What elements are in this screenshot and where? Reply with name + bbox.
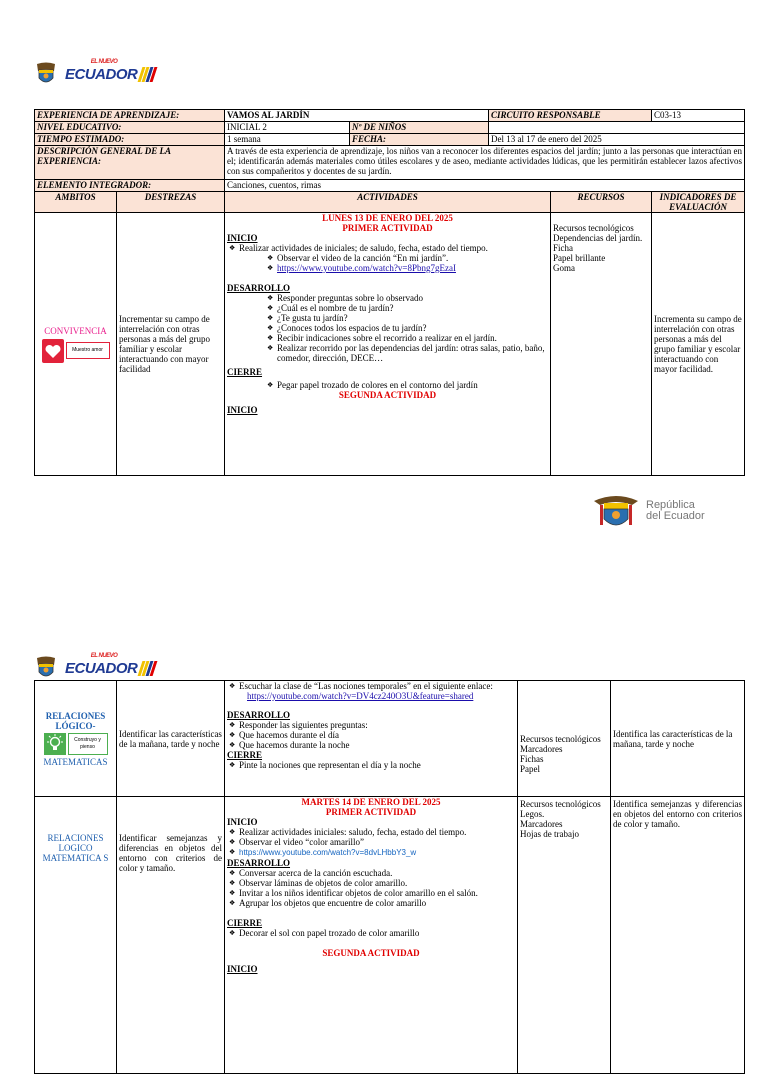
list-item: ❖ Que hacemos durante la noche [227, 740, 515, 750]
first-activity: PRIMER ACTIVIDAD [325, 807, 417, 817]
recurso-item: Marcadores [520, 819, 563, 829]
coat-of-arms-icon [592, 493, 640, 529]
recurso-item: Recursos tecnológicos [520, 733, 601, 744]
col-ambitos: AMBITOS [35, 192, 117, 213]
list-item: ❖ Conversar acerca de la canción escuchada. [227, 868, 515, 878]
coat-of-arms-icon [33, 656, 59, 680]
circuito-value: C03-13 [652, 110, 745, 122]
ninos-label: Nº DE NIÑOS [350, 122, 489, 134]
ambito-cell [35, 681, 117, 797]
recursos-cell [551, 213, 652, 476]
list-item: ❖ Pegar papel trozado de colores en el contorno del jardín [227, 380, 548, 390]
cierre-heading: CIERRE [227, 750, 263, 760]
col-indicadores: INDICADORES DE EVALUACIÓN [652, 192, 745, 213]
list-item: ❖ Realizar actividades iniciales: saludo, fecha, estado del tiempo. [227, 827, 515, 837]
plan-table-page1 [34, 109, 745, 476]
desarrollo-heading: DESARROLLO [227, 858, 291, 868]
recurso-item: Legos. [520, 809, 545, 819]
day-title: LUNES 13 DE ENERO DEL 2025 [322, 213, 453, 223]
indicador-cell: Incrementa su campo de interrelación con otras personas a más del grupo familiar y escolar interactuando con mayor facilidad. [652, 213, 745, 476]
list-item: ❖ Responder preguntas sobre lo observado [227, 293, 548, 303]
flag-stripes-icon [140, 661, 156, 676]
destreza-cell: Incrementar su campo de interrelación con otras personas a más del grupo familiar y escolar interactuando con mayor facilidad [117, 213, 225, 476]
list-item: ❖ Observar el video “color amarillo” [227, 837, 515, 847]
list-item: ❖ Invitar a los niños identificar objetos de color amarillo en el salón. [227, 888, 515, 898]
badge-label: Construyo y pienso [68, 733, 108, 755]
elemento-value: Canciones, cuentos, rimas [225, 180, 745, 192]
desarrollo-heading: DESARROLLO [227, 283, 291, 293]
recurso-item: Ficha [553, 243, 574, 253]
cierre-list [227, 760, 515, 770]
cierre-list [227, 380, 548, 390]
day-title: MARTES 14 DE ENERO DEL 2025 [301, 797, 441, 807]
col-recursos: RECURSOS [551, 192, 652, 213]
cierre-heading: CIERRE [227, 918, 263, 928]
recurso-item: Fichas [520, 753, 544, 764]
cierre-heading: CIERRE [227, 367, 263, 377]
list-item: ❖ ¿Te gusta tu jardín? [227, 313, 548, 323]
recurso-item: Goma [553, 263, 576, 273]
fecha-label: FECHA: [350, 134, 489, 146]
recursos-cell [518, 681, 611, 797]
logo-name: ECUADOR [65, 65, 138, 83]
desarrollo-list [227, 720, 515, 750]
list-item: ❖ Escuchar la clase de “Las nociones temporales” en el siguiente enlace: [227, 681, 515, 691]
elemento-label: ELEMENTO INTEGRADOR: [35, 180, 225, 192]
list-item: ❖ Pinte la nociones que representan el día y la noche [227, 760, 515, 770]
actividades-cell [225, 797, 518, 1074]
recursos-cell [518, 797, 611, 1074]
logo-small-text: EL NUEVO [90, 652, 118, 659]
tiempo-label: TIEMPO ESTIMADO: [35, 134, 225, 146]
list-item: ❖ Que hacemos durante el día [227, 730, 515, 740]
intro-list [227, 681, 515, 691]
descripcion-label: DESCRIPCIÓN GENERAL DE LA EXPERIENCIA: [35, 146, 225, 180]
recurso-item: Recursos tecnológicos [520, 799, 601, 809]
desarrollo-list [227, 293, 548, 363]
desarrollo-heading: DESARROLLO [227, 710, 291, 720]
list-item: ❖ ¿Cuál es el nombre de tu jardín? [227, 303, 548, 313]
flag-stripes-icon [140, 67, 156, 82]
lightbulb-icon [44, 733, 66, 755]
experiencia-value: VAMOS AL JARDÍN [225, 110, 489, 122]
list-item: ❖ Observar el video de la canción “En mi jardín”. [227, 253, 548, 263]
nivel-label: NIVEL EDUCATIVO: [35, 122, 225, 134]
indicador-cell: Identifica semejanzas y diferencias en objetos del entorno con criterios de color y tamaño. [611, 797, 745, 1074]
republica-line1: República [646, 499, 695, 511]
list-item: ❖ Recibir indicaciones sobre el recorrido a realizar en el jardín. [227, 333, 548, 343]
inicio-heading: INICIO [227, 817, 258, 827]
inicio-list [227, 243, 548, 273]
ambito-badge [37, 733, 114, 755]
experiencia-label: EXPERIENCIA DE APRENDIZAJE: [35, 110, 225, 122]
logo-small-text: EL NUEVO [90, 58, 118, 65]
inicio-list [227, 827, 515, 858]
second-activity: SEGUNDA ACTIVIDAD [322, 948, 420, 958]
ambito-cell [35, 797, 117, 1074]
logo-name: ECUADOR [65, 659, 138, 677]
coat-of-arms-icon [33, 62, 59, 86]
republica-logo [592, 493, 705, 529]
cierre-list [227, 928, 515, 938]
ambito-cell [35, 213, 117, 476]
list-item: ❖ Decorar el sol con papel trozado de color amarillo [227, 928, 515, 938]
fecha-value: Del 13 al 17 de enero del 2025 [489, 134, 745, 146]
recurso-item: Papel brillante [553, 253, 606, 263]
second-activity: SEGUNDA ACTIVIDAD [338, 390, 437, 400]
list-item: ❖ Agrupar los objetos que encuentre de color amarillo [227, 898, 515, 908]
recurso-item: Dependencias del jardín. [553, 233, 643, 243]
desarrollo-list [227, 868, 515, 908]
ninos-value [489, 122, 745, 134]
republica-line2: del Ecuador [646, 510, 705, 522]
descripcion-value: A través de esta experiencia de aprendizaje, los niños van a reconocer los diferentes espacios del jardín; junto a las personas que interactúan en el; identificarán además materiales como útiles escolares y de aseo, mediante actividades lúdicas, que les permitirán establecer lazos afectivos con sus compañeritos y docentes de su jardín. [225, 146, 745, 180]
col-destrezas: DESTREZAS [117, 192, 225, 213]
video-link[interactable]: https://www.youtube.com/watch?v=8Pbng7gEzaI [277, 263, 456, 273]
list-item: ❖ Realizar actividades de iniciales; de saludo, fecha, estado del tiempo. [227, 243, 548, 253]
ecuador-logo [33, 58, 156, 86]
inicio2-heading: INICIO [227, 405, 258, 415]
ecuador-logo [33, 652, 156, 680]
ambito-line2: MATEMATICAS [43, 756, 108, 767]
circuito-label: CIRCUITO RESPONSABLE [489, 110, 652, 122]
plan-table-page2 [34, 680, 745, 1074]
heart-icon [42, 339, 64, 363]
recurso-item: Papel [520, 763, 540, 774]
list-item: ❖ Realizar recorrido por las dependencias del jardín: otras salas, patio, baño, comedor, dirección, DECE… [227, 343, 548, 363]
indicador-cell: Identifica las características de la mañana, tarde y noche [611, 681, 745, 797]
inicio2-heading: INICIO [227, 964, 258, 974]
class-link[interactable]: https://youtube.com/watch?v=DV4cz240O3U&feature=shared [247, 691, 474, 701]
ambito-convivencia: CONVIVENCIA [44, 325, 107, 336]
video-link[interactable]: https://www.youtube.com/watch?v=8dvLHbbY3_w [239, 848, 417, 857]
recurso-item: Recursos tecnológicos [553, 223, 634, 233]
list-item: ❖ Responder las siguientes preguntas: [227, 720, 515, 730]
tiempo-value: 1 semana [225, 134, 350, 146]
badge-label: Muestro amor [66, 342, 110, 359]
first-activity: PRIMER ACTIVIDAD [342, 223, 433, 233]
actividades-cell [225, 681, 518, 797]
ambito-badge [37, 339, 114, 363]
nivel-value: INICIAL 2 [225, 122, 350, 134]
ambito-relaciones: RELACIONES LOGICO MATEMATICA S [42, 833, 109, 863]
ambito-line1: RELACIONES LÓGICO- [45, 710, 106, 731]
list-item: ❖ ¿Conoces todos los espacios de tu jardín? [227, 323, 548, 333]
recurso-item: Marcadores [520, 743, 563, 754]
col-actividades: ACTIVIDADES [225, 192, 551, 213]
destreza-cell: Identificar semejanzas y diferencias en objetos del entorno con criterios de color y tamaño. [117, 797, 225, 1074]
actividades-cell [225, 213, 551, 476]
recurso-item: Hojas de trabajo [520, 829, 579, 839]
destreza-cell: Identificar las características de la mañana, tarde y noche [117, 681, 225, 797]
list-item: ❖ Observar láminas de objetos de color amarillo. [227, 878, 515, 888]
inicio-heading: INICIO [227, 233, 258, 243]
